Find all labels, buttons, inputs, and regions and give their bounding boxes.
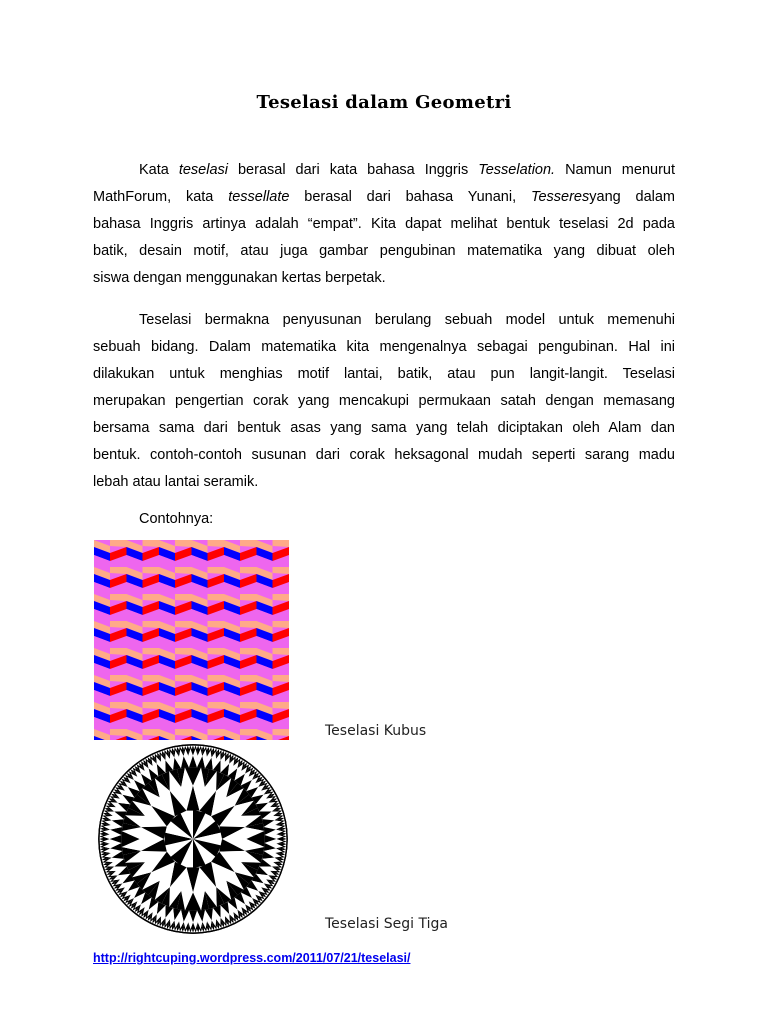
source-link[interactable]: http://rightcuping.wordpress.com/2011/07/21/teselasi/ [93, 951, 411, 965]
paragraph-2-line-4: merupakan pengertian corak yang mencakupi permukaan satah dengan memasang [93, 393, 675, 409]
figure-1-caption: Teselasi Kubus [325, 723, 427, 739]
italic-term-tesselation: Tesselation. [478, 162, 556, 178]
paragraph-2-line-1: Teselasi bermakna penyusunan berulang sebuah model untuk memenuhi [139, 312, 675, 328]
paragraph-2-line-6: bentuk. contoh-contoh susunan dari corak heksagonal mudah seperti sarang madu [93, 447, 675, 463]
hyperbolic-triangle-tessellation-image [96, 742, 290, 936]
paragraph-1-line-5: siswa dengan menggunakan kertas berpetak. [93, 270, 386, 286]
paragraph-1 [93, 157, 675, 292]
page-title: Teselasi dalam Geometri [256, 92, 512, 113]
text-run: MathForum, kata [93, 189, 229, 205]
text-run: berasal dari kata bahasa Inggris [228, 162, 479, 178]
paragraph-1-line-2 [93, 184, 675, 211]
paragraph-1-line-4: batik, desain motif, atau juga gambar pengubinan matematika yang dibuat oleh [93, 243, 675, 259]
paragraph-2-line-7: lebah atau lantai seramik. [93, 474, 259, 490]
paragraph-2-line-3: dilakukan untuk menghias motif lantai, batik, atau pun langit-langit. Teselasi [93, 366, 675, 382]
text-run: Kata [139, 162, 179, 178]
paragraph-2 [93, 307, 675, 496]
paragraph-1-line-3: bahasa Inggris artinya adalah “empat”. Kita dapat melihat bentuk teselasi 2d pada [93, 216, 675, 232]
text-run: berasal dari bahasa Yunani, [289, 189, 531, 205]
paragraph-1-line-1 [93, 157, 675, 184]
cube-tessellation-image [94, 540, 289, 740]
examples-label: Contohnya: [139, 511, 214, 527]
figure-2-caption: Teselasi Segi Tiga [325, 916, 448, 932]
italic-term-teselasi: teselasi [178, 162, 228, 178]
italic-term-tesseres: Tesseres [530, 189, 590, 205]
italic-term-tessellate: tessellate [228, 189, 290, 205]
text-run: yang dalam [589, 189, 675, 205]
paragraph-2-line-5: bersama sama dari bentuk asas yang sama yang telah diciptakan oleh Alam dan [93, 420, 675, 436]
text-run: Namun menurut [555, 162, 675, 178]
paragraph-2-line-2: sebuah bidang. Dalam matematika kita mengenalnya sebagai pengubinan. Hal ini [93, 339, 675, 355]
